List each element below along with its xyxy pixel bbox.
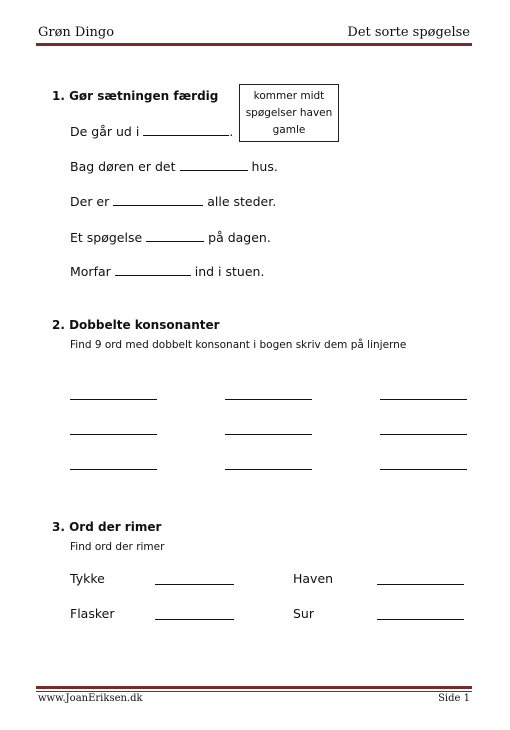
answer-line[interactable] (380, 434, 467, 435)
sentence-text: hus. (251, 159, 278, 174)
answer-blank[interactable] (146, 229, 204, 242)
answer-line[interactable] (380, 469, 467, 470)
sentence-text: alle steder. (207, 194, 277, 209)
sentence-text: . (229, 124, 234, 139)
section2-instruction: Find 9 ord med dobbelt konsonant i bogen skriv dem på linjerne (70, 339, 407, 351)
section1-title: 1. Gør sætningen færdig (52, 89, 219, 103)
answer-line[interactable] (225, 434, 312, 435)
rhyme-word: Flasker (70, 606, 115, 621)
answer-line[interactable] (70, 469, 157, 470)
answer-line[interactable] (225, 399, 312, 400)
header-title-left: Grøn Dingo (38, 25, 115, 40)
section2-title: 2. Dobbelte konsonanter (52, 318, 220, 332)
header-title-right: Det sorte spøgelse (347, 25, 470, 40)
rhyme-word: Sur (293, 606, 314, 621)
sentence-3 (70, 193, 276, 209)
sentence-5 (70, 263, 264, 279)
footer-rule (36, 686, 472, 689)
footer-page-number: Side 1 (438, 693, 470, 704)
sentence-4 (70, 229, 271, 245)
answer-blank[interactable] (115, 263, 191, 276)
answer-blank[interactable] (180, 158, 248, 171)
answer-line[interactable] (70, 399, 157, 400)
sentence-text: Der er (70, 194, 110, 209)
section3-instruction: Find ord der rimer (70, 541, 165, 553)
answer-line[interactable] (155, 619, 234, 620)
word-box (239, 84, 339, 142)
sentence-2 (70, 158, 278, 174)
word-box-line: kommer midt (253, 90, 325, 102)
footer-website: www.JoanEriksen.dk (38, 693, 143, 704)
answer-line[interactable] (70, 434, 157, 435)
word-box-line: spøgelser haven (245, 107, 333, 119)
sentence-text: på dagen. (208, 230, 271, 245)
sentence-text: Morfar (70, 264, 111, 279)
answer-line[interactable] (377, 619, 464, 620)
answer-line[interactable] (155, 584, 234, 585)
section3-title: 3. Ord der rimer (52, 520, 162, 534)
answer-blank[interactable] (143, 123, 229, 136)
rhyme-word: Haven (293, 571, 334, 586)
rhyme-word: Tykke (70, 571, 105, 586)
header-rule (36, 43, 472, 46)
sentence-text: Bag døren er det (70, 159, 176, 174)
answer-blank[interactable] (113, 193, 203, 206)
answer-line[interactable] (380, 399, 467, 400)
sentence-1 (70, 123, 233, 139)
word-box-line: gamle (272, 124, 306, 136)
footer-rule-thin (36, 691, 472, 692)
sentence-text: ind i stuen. (194, 264, 265, 279)
answer-line[interactable] (225, 469, 312, 470)
answer-line[interactable] (377, 584, 464, 585)
sentence-text: Et spøgelse (70, 230, 143, 245)
sentence-text: De går ud i (70, 124, 140, 139)
